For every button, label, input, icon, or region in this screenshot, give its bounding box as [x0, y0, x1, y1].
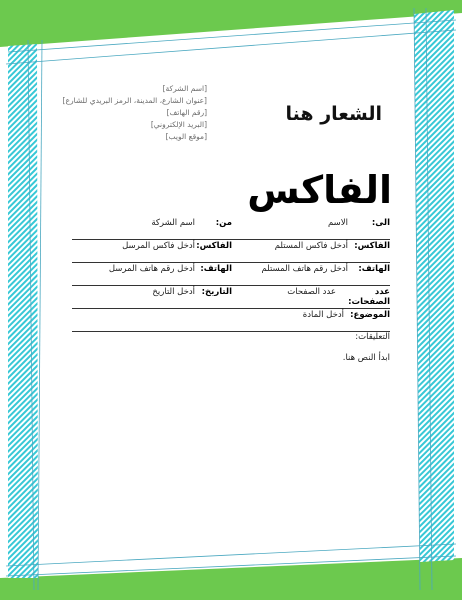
sender-phone-value[interactable]: أدخل رقم هاتف المرسل — [108, 264, 195, 274]
pages-label: عدد الصفحات: — [348, 287, 390, 307]
subject-label: الموضوع: — [350, 310, 390, 320]
recipient-fax-value[interactable]: أدخل فاكس المستلم — [274, 241, 348, 251]
recipient-fax-label: الفاكس: — [354, 241, 390, 251]
logo-placeholder[interactable]: الشعار هنا — [285, 103, 382, 125]
company-website[interactable]: [موقع الويب] — [165, 132, 207, 141]
company-info-block — [57, 83, 207, 143]
date-label: التاريخ: — [201, 287, 232, 297]
date-value[interactable]: أدخل التاريخ — [152, 287, 195, 297]
to-value[interactable]: الاسم — [328, 218, 348, 228]
body-text[interactable]: ابدأ النص هنا. — [342, 353, 390, 363]
sender-fax-label: الفاكس: — [196, 241, 232, 251]
sender-phone-label: الهاتف: — [200, 264, 232, 274]
to-label: الى: — [371, 218, 390, 228]
subject-value[interactable]: أدخل المادة — [302, 310, 344, 320]
phone-row — [72, 264, 390, 286]
company-address[interactable]: [عنوان الشارع، المدينة، الرمز البريدي للشارع] — [62, 96, 207, 105]
from-value[interactable]: اسم الشركة — [151, 218, 195, 228]
fax-row — [72, 241, 390, 263]
page-title: الفاكس — [247, 168, 392, 212]
recipient-phone-label: الهاتف: — [358, 264, 390, 274]
company-phone[interactable]: [رقم الهاتف] — [166, 108, 207, 117]
pages-date-row — [72, 287, 390, 309]
subject-row — [72, 310, 390, 332]
comments-label: التعليقات: — [355, 332, 390, 342]
to-from-row — [72, 218, 390, 240]
recipient-phone-value[interactable]: أدخل رقم هاتف المستلم — [261, 264, 348, 274]
pages-value[interactable]: عدد الصفحات — [287, 287, 336, 297]
sender-fax-value[interactable]: أدخل فاكس المرسل — [122, 241, 195, 251]
company-name[interactable]: [اسم الشركة] — [162, 84, 207, 93]
company-email[interactable]: [البريد الإلكتروني] — [150, 120, 207, 129]
from-label: من: — [215, 218, 232, 228]
